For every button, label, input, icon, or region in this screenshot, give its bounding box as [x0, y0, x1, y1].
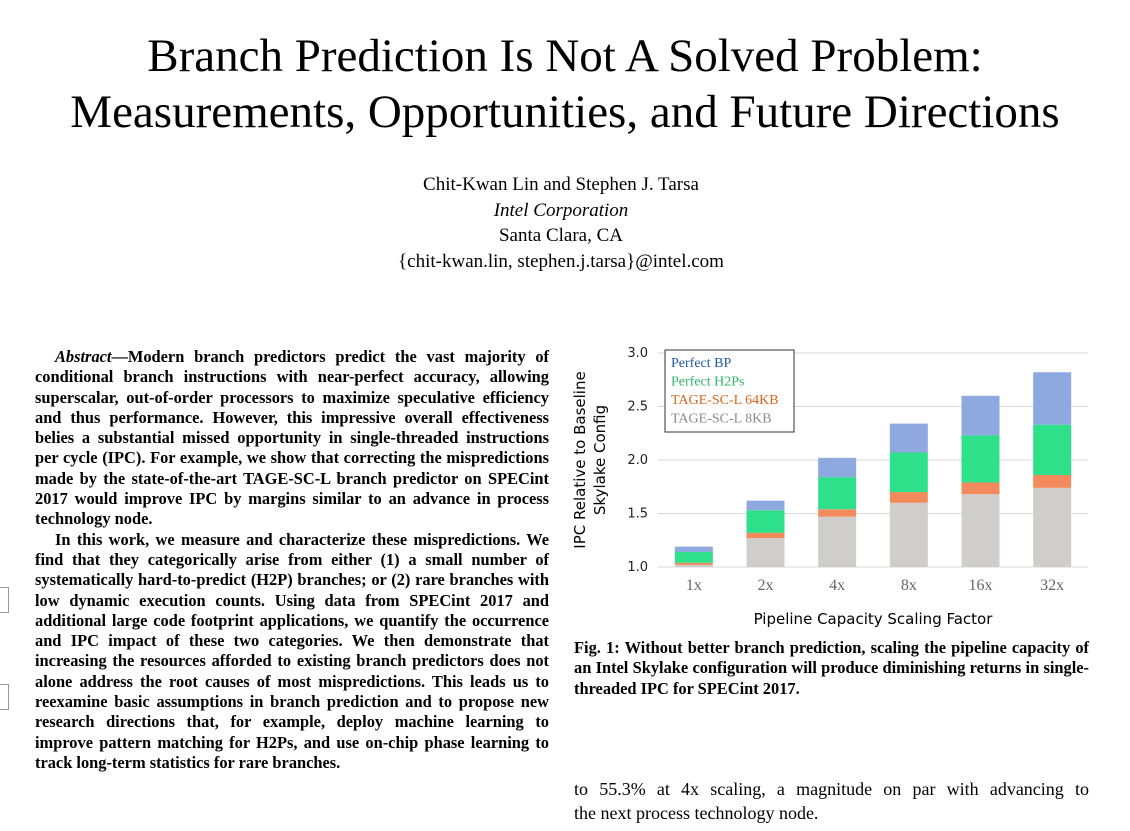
abstract-paragraph-1 [35, 347, 549, 530]
emails: {chit-kwan.lin, stephen.j.tarsa}@intel.com [398, 250, 724, 272]
bar-16x-perfect-h2ps [962, 435, 1000, 482]
y-axis-label-line-2: Skylake Config [591, 404, 609, 516]
bar-32x-tage-sc-l-8kb [1033, 488, 1071, 567]
bar-32x-tage-sc-l-64kb [1033, 475, 1071, 488]
bar-4x-tage-sc-l-8kb [818, 517, 856, 567]
y-tick-label: 1.0 [627, 560, 648, 575]
bar-4x-perfect-h2ps [818, 477, 856, 509]
title-line-1: Branch Prediction Is Not A Solved Problem: [147, 30, 983, 82]
abstract-paragraph-2: In this work, we measure and characterize these mispredictions. We find that they categorically arise from either (1) a small number of systematically hard-to-predict (H2P) branches; or (2) rare branches with low dynamic execution counts. Using data from SPECint 2017 and additional large code footprint applications, we quantify the occurrence and IPC impact of these two categories. We then demonstrate that increasing the resources afforded to existing branch predictors does not alone address the root causes of most mispredictions. This leads us to reexamine basic assumptions in branch prediction and to propose new research directions that, for example, deploy machine learning to improve pattern matching for H2Ps, and use on-chip phase learning to track long-term statistics for rare branches. [35, 529, 549, 772]
bar-2x-tage-sc-l-64kb [747, 533, 785, 538]
location: Santa Clara, CA [498, 225, 623, 246]
body-line-1: to 55.3% at 4x scaling, a magnitude on par with advancing to [574, 779, 1089, 799]
stacked-bar-chart [568, 340, 1098, 635]
author-names: Chit-Kwan Lin and Stephen J. Tarsa [423, 174, 699, 195]
x-tick-label: 16x [968, 577, 993, 594]
legend-entry: Perfect H2Ps [671, 374, 745, 390]
x-tick-label: 32x [1040, 577, 1065, 594]
bar-16x-perfect-bp [962, 396, 1000, 436]
x-tick-label: 1x [685, 577, 702, 594]
bar-16x-tage-sc-l-8kb [962, 494, 1000, 567]
y-tick-label: 3.0 [627, 346, 648, 361]
x-tick-label: 8x [900, 577, 917, 594]
abstract-label: Abstract [55, 347, 112, 366]
author-block [0, 172, 1122, 274]
bar-4x-perfect-bp [818, 458, 856, 477]
y-tick-label: 1.5 [627, 506, 648, 522]
bar-4x-tage-sc-l-64kb [818, 509, 856, 516]
paper-title [0, 28, 1130, 140]
bar-2x-tage-sc-l-8kb [747, 538, 785, 567]
figure-1-chart [568, 340, 1098, 635]
body-line-2: the next process technology node. [574, 803, 819, 823]
legend-entry: Perfect BP [671, 356, 732, 371]
bar-1x-tage-sc-l-8kb [675, 565, 713, 567]
bar-32x-perfect-bp [1033, 372, 1071, 424]
legend-entry: TAGE-SC-L 64KB [671, 393, 779, 408]
bar-8x-tage-sc-l-64kb [890, 492, 928, 503]
x-tick-label: 4x [829, 577, 846, 594]
y-tick-label: 2.5 [627, 399, 648, 415]
title-line-2: Measurements, Opportunities, and Future Directions [70, 86, 1060, 138]
legend-entry: TAGE-SC-L 8KB [671, 411, 772, 427]
bar-8x-tage-sc-l-8kb [890, 503, 928, 567]
x-axis-label: Pipeline Capacity Scaling Factor [753, 610, 993, 628]
bar-1x-perfect-h2ps [675, 552, 713, 563]
bar-8x-perfect-h2ps [890, 453, 928, 493]
bar-16x-tage-sc-l-64kb [962, 482, 1000, 494]
bar-2x-perfect-h2ps [747, 510, 785, 532]
x-tick-label: 2x [757, 577, 774, 594]
bar-1x-tage-sc-l-64kb [675, 563, 713, 565]
affiliation: Intel Corporation [493, 199, 629, 221]
bar-1x-perfect-bp [675, 547, 713, 552]
abstract-text-1: —Modern branch predictors predict the vast majority of conditional branch instructions with near-perfect accuracy, allowing superscalar, out-of-order processors to maximize speculative efficiency and thus performance. However, this impressive overall effectiveness belies a substantial missed opportunity in single-threaded instructions per cycle (IPC). For example, we show that correcting the mispredictions made by the state-of-the-art TAGE-SC-L branch predictor on SPECint 2017 would improve IPC by margins similar to an advance in process technology node. [35, 347, 549, 529]
figure-caption: Fig. 1: Without better branch prediction, scaling the pipeline capacity of an Intel Skylake configuration will produce diminishing returns in single-threaded IPC for SPECint 2017. [574, 638, 1089, 698]
y-axis-label-line-1: IPC Relative to Baseline [571, 371, 589, 549]
body-text [574, 777, 1089, 825]
margin-bracket-bottom [0, 684, 9, 710]
bar-32x-perfect-h2ps [1033, 425, 1071, 475]
abstract [35, 347, 549, 773]
margin-bracket-top [0, 587, 9, 613]
bar-2x-perfect-bp [747, 501, 785, 511]
y-tick-label: 2.0 [627, 453, 648, 468]
bar-8x-perfect-bp [890, 424, 928, 453]
